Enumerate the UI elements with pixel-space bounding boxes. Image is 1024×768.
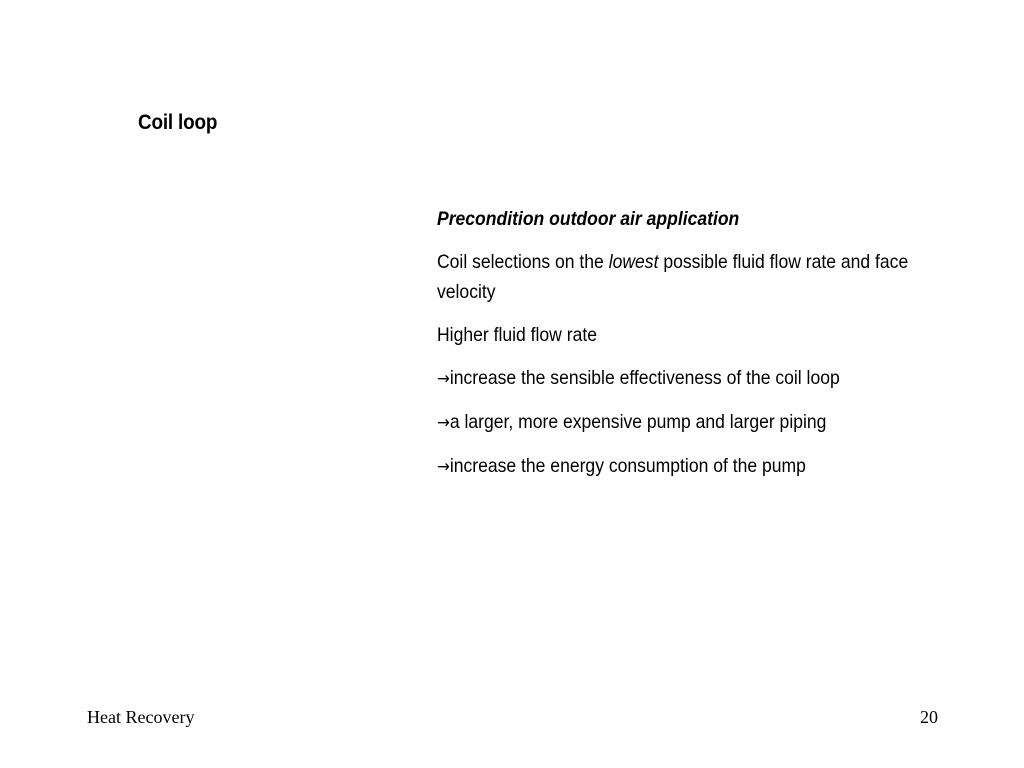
slide-content [437,204,941,495]
arrow-bullet-text: increase the sensible effectiveness of the coil loop [449,367,840,389]
emphasis-lowest: lowest [608,251,659,273]
arrow-bullet-text: a larger, more expensive pump and larger piping [449,411,827,433]
arrow-bullet-2 [437,407,941,438]
page-number: 20 [920,707,938,727]
arrow-bullet-text: increase the energy consumption of the pump [449,455,806,477]
paragraph-text-after: possible fluid flow rate and face velocity [437,251,909,303]
paragraph-coil-selection [437,247,941,307]
footer-title: Heat Recovery [87,707,195,727]
paragraph-text-before: Coil selections on the [437,251,609,273]
arrow-right-icon: → [437,413,450,433]
content-heading: Precondition outdoor air application [437,208,740,230]
arrow-right-icon: → [437,369,450,389]
arrow-bullet-3 [437,451,941,482]
paragraph-higher-flow: Higher fluid flow rate [437,324,597,346]
slide-title: Coil loop [138,111,218,134]
arrow-bullet-1 [437,363,941,394]
arrow-right-icon: → [437,457,450,477]
